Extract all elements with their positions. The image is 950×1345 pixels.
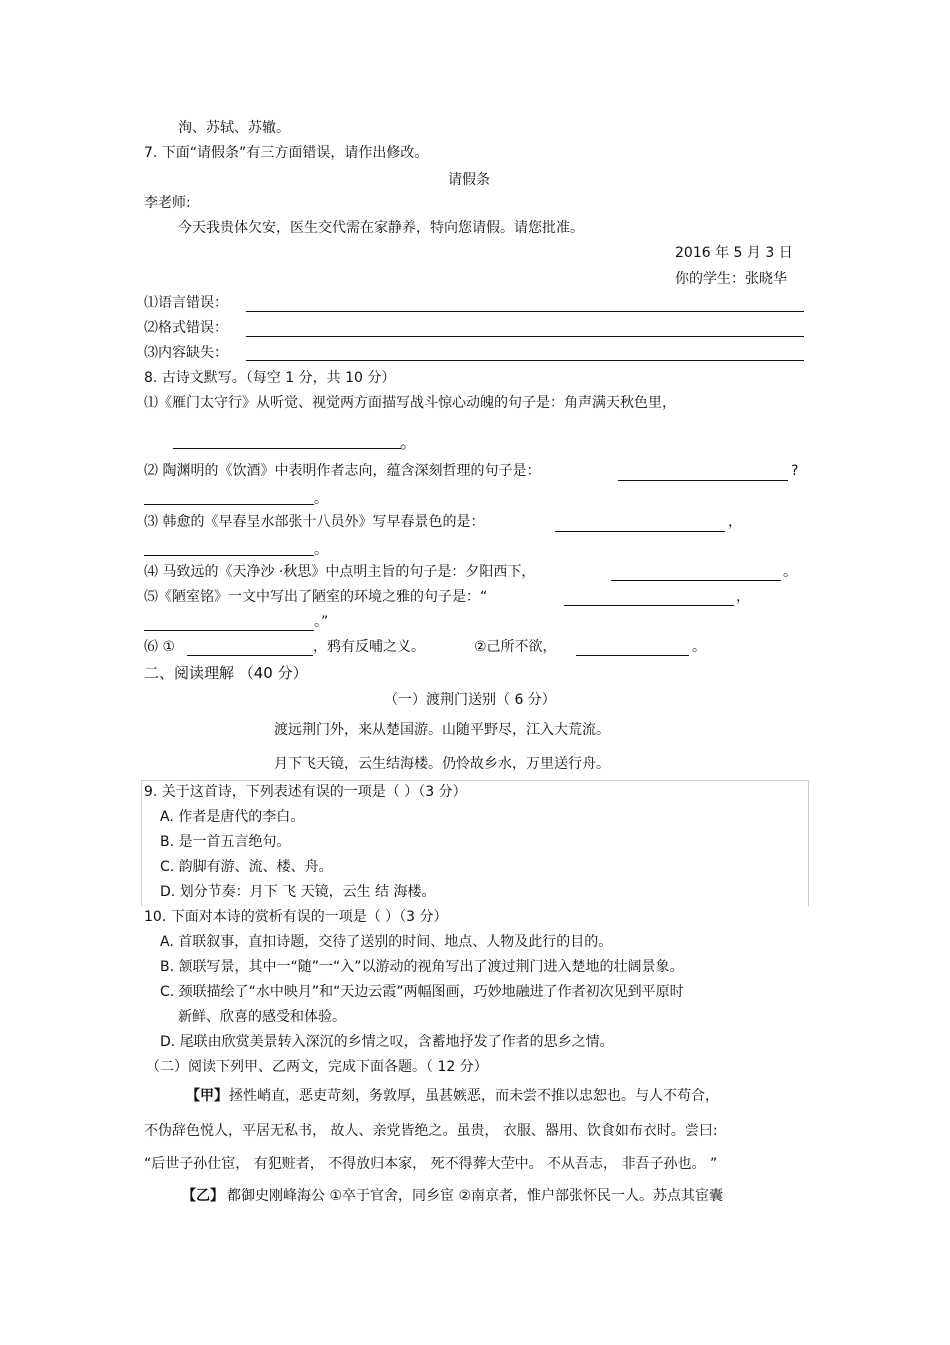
- q8-item-2-question: ?: [791, 463, 799, 479]
- q8-item-6-middle: ，鸦有反哺之义。: [313, 639, 425, 655]
- q8-item-3-end: 。: [314, 542, 328, 558]
- q8-blank-5a[interactable]: [564, 605, 734, 606]
- q8-blank-3a[interactable]: [555, 531, 725, 532]
- q8-blank-6a[interactable]: [187, 655, 313, 656]
- continuation-text: 洵、苏轼、苏辙。: [178, 120, 290, 136]
- q10-option-a: A. 首联叙事，直扣诗题，交待了送别的时间、地点、人物及此行的目的。: [160, 934, 613, 950]
- q8-item-6-start: ⑹ ①: [144, 639, 176, 655]
- answer-line-language[interactable]: [246, 311, 804, 312]
- q8-item-1-end: 。: [400, 433, 417, 453]
- poem-title: （一）渡荆门送别（ 6 分）: [384, 692, 556, 708]
- q9-option-a: A. 作者是唐代的李白。: [160, 809, 305, 825]
- q8-blank-5b[interactable]: [144, 630, 314, 631]
- note-signature: 你的学生：张晓华: [675, 271, 787, 287]
- q10-option-c-cont: 新鲜、欣喜的感受和体验。: [178, 1009, 346, 1025]
- poem-line-1: 渡远荆门外，来从楚国游。山随平野尽，江入大荒流。: [274, 722, 610, 738]
- q8-blank-3b[interactable]: [144, 555, 314, 556]
- q8-blank-2b[interactable]: [144, 504, 314, 505]
- q8-item-5-comma: ，: [736, 589, 750, 605]
- answer-label-format: ⑵格式错误：: [144, 320, 228, 336]
- q8-item-4-end: 。: [783, 564, 797, 580]
- q9-option-b: B. 是一首五言绝句。: [160, 834, 291, 850]
- passage-yi-line-1: 都御史刚峰海公 ①卒于官舍，同乡宦 ②南京者，惟户部张怀民一人。苏点其宦囊: [227, 1188, 723, 1204]
- q9-option-d: D. 划分节奏：月下 飞 天镜，云生 结 海楼。: [160, 884, 436, 900]
- note-title: 请假条: [448, 172, 490, 188]
- passage-yi-label: 【乙】: [182, 1188, 224, 1204]
- q10-option-c: C. 颈联描绘了“水中映月”和“天边云霞”两幅图画，巧妙地融进了作者初次见到平原时: [160, 984, 684, 1000]
- q8-item-6-second: ②己所不欲，: [474, 639, 557, 655]
- note-date: 2016 年 5 月 3 日: [675, 245, 793, 261]
- q10-option-b: B. 颔联写景，其中一“随”一“入”以游动的视角写出了渡过荆门进入楚地的壮阔景象。: [160, 959, 684, 975]
- passage-jia-label: 【甲】: [186, 1088, 228, 1104]
- note-body: 今天我贵体欠安，医生交代需在家静养，特向您请假。请您批准。: [178, 220, 584, 236]
- q8-item-4: ⑷ 马致远的《天净沙 ·秋思》中点明主旨的句子是：夕阳西下，: [144, 564, 536, 580]
- q9-option-c: C. 韵脚有游、流、楼、舟。: [160, 859, 333, 875]
- q8-blank-2a[interactable]: [618, 480, 788, 481]
- q8-item-1: ⑴《雁门太守行》从听觉、视觉两方面描写战斗惊心动魄的句子是：角声满天秋色里，: [144, 395, 676, 411]
- q8-item-3: ⑶ 韩愈的《早春呈水部张十八员外》写早春景色的是：: [144, 514, 485, 530]
- part2-prompt: （二）阅读下列甲、乙两文，完成下面各题。（ 12 分）: [146, 1059, 488, 1075]
- q10-prompt: 10. 下面对本诗的赏析有误的一项是（ ）（3 分）: [144, 909, 448, 925]
- q8-item-5: ⑸《陋室铭》一文中写出了陋室的环境之雅的句子是：“: [144, 589, 488, 605]
- q9-prompt: 9. 关于这首诗，下列表述有误的一项是（ ）（3 分）: [144, 784, 467, 800]
- poem-line-2: 月下飞天镜，云生结海楼。仍怜故乡水，万里送行舟。: [274, 756, 610, 772]
- q8-item-6-end: 。: [692, 639, 706, 655]
- q8-blank-6b[interactable]: [576, 655, 689, 656]
- q8-blank-1[interactable]: [173, 448, 401, 449]
- q8-blank-4[interactable]: [611, 580, 781, 581]
- answer-line-content[interactable]: [246, 360, 804, 361]
- passage-jia-line-1: 拯性峭直，恶吏苛刻，务敦厚，虽甚嫉恶，而未尝不推以忠恕也。与人不苟合，: [229, 1088, 719, 1104]
- passage-jia-line-2: 不伪辞色悦人，平居无私书， 故人、亲党皆绝之。虽贵， 衣服、器用、饮食如布衣时。尝曰:: [144, 1123, 718, 1139]
- q8-item-2-end: 。: [314, 491, 328, 507]
- answer-label-language: ⑴语言错误：: [144, 295, 228, 311]
- q7-prompt: 7. 下面“请假条”有三方面错误，请作出修改。: [144, 145, 429, 161]
- note-salutation: 李老师:: [144, 195, 191, 211]
- q8-prompt: 8. 古诗文默写。（每空 1 分，共 10 分）: [144, 370, 396, 386]
- q8-item-3-comma: ，: [728, 514, 742, 530]
- section-heading: 二、阅读理解 （40 分）: [144, 664, 308, 682]
- answer-line-format[interactable]: [246, 336, 804, 337]
- q10-option-d: D. 尾联由欣赏美景转入深沉的乡情之叹，含蓄地抒发了作者的思乡之情。: [160, 1034, 614, 1050]
- passage-jia-line-3: “后世子孙仕宦， 有犯赃者， 不得放归本家， 死不得葬大茔中。 不从吾志， 非吾子孙也。 ”: [144, 1156, 718, 1172]
- q8-item-2: ⑵ 陶渊明的《饮酒》中表明作者志向，蕴含深刻哲理的句子是：: [144, 463, 541, 479]
- answer-label-content: ⑶内容缺失：: [144, 345, 228, 361]
- q8-item-5-end: 。”: [314, 614, 329, 630]
